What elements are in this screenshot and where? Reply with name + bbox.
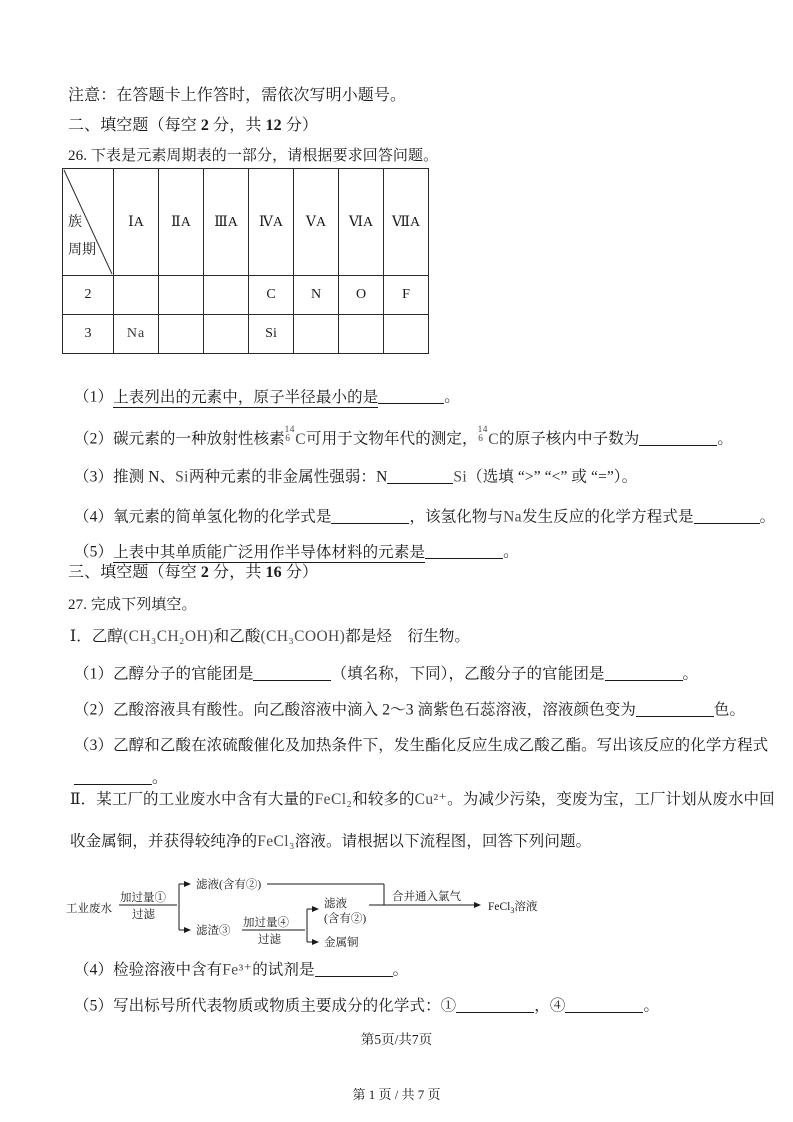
section-three-heading-prefix: 三、填空题（每空 <box>68 564 201 581</box>
q27-item-5-text-a: 写出标号所代表物质或物质主要成分的化学式：① <box>113 997 457 1015</box>
corner-group-label: 族 <box>68 215 82 230</box>
q26-item-1 <box>74 388 460 407</box>
cell-p2-5a: N <box>294 276 339 315</box>
process-flow-diagram <box>62 872 562 950</box>
group-header-6a: ⅥA <box>339 169 384 276</box>
q27-item-4-blank[interactable] <box>315 961 393 977</box>
cell-p2-3a <box>204 276 249 315</box>
q26-item-2 <box>74 424 734 449</box>
q27-item-5-blank-1[interactable] <box>456 997 534 1013</box>
q26-item-4 <box>74 508 775 527</box>
periodic-table <box>62 168 429 354</box>
flow-merge-label: 合并通入氯气 <box>392 891 461 903</box>
group-header-2a: ⅡA <box>159 169 204 276</box>
q26-item-4-text-d: 。 <box>759 508 776 526</box>
q26-item-4-text-c: 发生反应的化学方程式是 <box>521 508 694 526</box>
periodic-table-corner-cell <box>63 169 114 276</box>
part-one-marker: Ⅰ． <box>70 628 92 645</box>
q26-item-4-text-b: ，该氢化物与 <box>409 508 504 526</box>
q27-item-3-label: （3） <box>74 737 114 754</box>
q27-item-5-label: （5） <box>74 997 114 1015</box>
q27-item-4 <box>74 961 408 980</box>
q26-item-5-blank[interactable] <box>425 543 503 559</box>
period-label-3: 3 <box>63 315 114 354</box>
question-26-number: 26. <box>68 148 88 164</box>
flow-step2-bottom-label: 过滤 <box>258 934 281 946</box>
q27-item-3-continuation <box>74 769 168 788</box>
q26-item-5-text-a: 上表中其单质能广泛用作半导体材料的元素是 <box>113 543 426 561</box>
cell-p2-2a <box>159 276 204 315</box>
flow-branch-filtrate-label: 滤液(含有②) <box>196 879 262 891</box>
q27-item-4-label: （4） <box>74 961 114 979</box>
cell-p3-4a: Si <box>249 315 294 354</box>
cell-p3-5a <box>294 315 339 354</box>
q27-item-1-text-b: （填名称，下同），乙酸分子的官能团是 <box>331 665 605 683</box>
q27-item-4-text-c: 。 <box>392 961 409 979</box>
q26-item-3-text-a: 推测 N、 <box>113 468 176 486</box>
formula-acetic-acid: (CH₃COOH) <box>260 628 346 645</box>
group-header-3a: ⅢA <box>204 169 249 276</box>
q26-item-1-blank[interactable] <box>378 388 444 404</box>
part-one-intro <box>70 628 470 647</box>
q26-item-1-text-a: 上表列出的元素中，原子半径最小的是 <box>113 388 379 406</box>
cell-p3-7a <box>384 315 429 354</box>
section-two-total-points: 12 <box>265 117 282 134</box>
q26-item-2-label: （2） <box>74 430 114 448</box>
ion-fe3plus: Fe³⁺ <box>222 961 253 979</box>
isotope-symbol: C <box>295 430 307 448</box>
q26-item-1-text-b: 。 <box>444 388 460 406</box>
part-two-line2-a: 收金属铜，并获得较纯净的 <box>70 833 258 850</box>
isotope2-atomic-number: 6 <box>478 434 484 445</box>
q26-item-2-text-c: 的原子核内中子数为 <box>499 430 640 448</box>
q26-item-3-label: （3） <box>74 468 114 486</box>
flow-output-copper-label: 金属铜 <box>324 937 359 949</box>
formula-fecl2: FeCl₂ <box>314 791 353 808</box>
flow-branch-residue-label: 滤渣③ <box>196 925 231 937</box>
isotope-c14-first <box>284 424 307 448</box>
isotope-atomic-number: 6 <box>285 434 291 445</box>
q27-item-5-blank-2[interactable] <box>565 997 643 1013</box>
section-two-heading-prefix: 二、填空题（每空 <box>68 117 201 134</box>
q27-item-1 <box>74 665 698 684</box>
group-header-4a: ⅣA <box>249 169 294 276</box>
question-27-text: 完成下列填空。 <box>90 597 197 613</box>
document-footer: 第5页/共7页 <box>360 1032 433 1047</box>
part-one-text-a: 乙醇 <box>91 628 124 645</box>
section-three-heading-mid: 分，共 <box>209 564 266 581</box>
q26-item-3-blank[interactable] <box>387 468 453 484</box>
flow-product-label: FeCl$_3$溶液 <box>488 901 538 915</box>
flow-step1-bottom-label: 过滤 <box>132 909 155 921</box>
cell-p2-1a <box>114 276 159 315</box>
element-si-inline: Si <box>175 468 189 486</box>
q26-item-2-text-a: 碳元素的一种放射性核素 <box>113 430 285 448</box>
page-footer: 第 1 页 / 共 7 页 <box>352 1087 441 1102</box>
q27-item-4-text-a: 检验溶液中含有 <box>113 961 223 979</box>
periodic-table-row-period-3 <box>63 315 429 354</box>
section-two-heading <box>68 116 318 135</box>
part-one-text-c: 都是烃 衍生物。 <box>345 628 471 645</box>
q27-item-1-text-a: 乙醇分子的官能团是 <box>113 665 254 683</box>
flow-output-filtrate-line2: (含有②) <box>324 913 367 925</box>
section-two-heading-mid: 分，共 <box>209 117 266 134</box>
part-two-line1-c: 。为减少污染，变废为宝，工厂计划从废水中回 <box>447 791 775 808</box>
q26-item-4-blank-2[interactable] <box>694 508 760 524</box>
q26-item-1-label: （1） <box>74 388 114 406</box>
cell-p3-3a <box>204 315 249 354</box>
q27-item-2-text-a: 乙酸溶液具有酸性。向乙酸溶液中滴入 2～3 滴紫色石蕊溶液，溶液颜色变为 <box>113 701 636 719</box>
isotope2-mass-number: 14 <box>477 424 488 435</box>
element-si-inline-2: Si <box>453 468 468 486</box>
cell-p3-6a <box>339 315 384 354</box>
q27-item-3-blank[interactable] <box>74 769 152 785</box>
isotope-mass-number: 14 <box>284 424 295 435</box>
formula-fecl3: FeCl₃ <box>257 833 295 850</box>
q27-item-3 <box>74 737 768 756</box>
part-two-line-1 <box>70 791 775 810</box>
q26-item-4-label: （4） <box>74 508 114 526</box>
part-two-line2-b: 溶液。请根据以下流程图，回答下列问题。 <box>294 833 592 850</box>
q27-item-5-text-c: 。 <box>643 997 660 1015</box>
question-27-number: 27. <box>68 597 88 613</box>
section-two-points-per-blank: 2 <box>200 117 210 134</box>
q27-item-5-text-b: ，④ <box>534 997 566 1015</box>
q26-item-4-blank-1[interactable] <box>331 508 409 524</box>
cell-p3-2a <box>159 315 204 354</box>
formula-ethanol: (CH₃CH₂OH) <box>123 628 214 645</box>
q26-item-2-blank[interactable] <box>639 430 717 446</box>
q26-item-2-text-b: 可用于文物年代的测定， <box>306 430 478 448</box>
notice-text: 注意：在答题卡上作答时，需依次写明小题号。 <box>68 87 407 104</box>
flow-output-filtrate-line1: 滤液 <box>324 898 347 910</box>
q27-item-2-text-b: 色。 <box>713 701 746 719</box>
flow-input-label: 工业废水 <box>66 903 112 915</box>
cell-p2-4a: C <box>249 276 294 315</box>
q26-item-2-text-d: 。 <box>717 430 734 448</box>
part-two-marker: Ⅱ． <box>70 791 97 808</box>
q26-item-5-text-b: 。 <box>503 543 519 561</box>
corner-period-label: 周期 <box>68 243 96 258</box>
q27-item-2-blank[interactable] <box>636 701 714 717</box>
part-two-line1-b: 和较多的 <box>352 791 415 808</box>
flow-step2-top-label: 加过量④ <box>243 917 289 929</box>
q27-item-5 <box>74 997 659 1016</box>
q26-item-4-text-a: 氧元素的简单氢化物的化学式是 <box>113 508 332 526</box>
cell-p2-7a: F <box>384 276 429 315</box>
periodic-table-row-period-2 <box>63 276 429 315</box>
group-header-5a: ⅤA <box>294 169 339 276</box>
isotope2-symbol: C <box>488 430 499 448</box>
cell-p3-1a: Na <box>114 315 159 354</box>
q27-item-2 <box>74 701 745 720</box>
section-three-points-per-blank: 2 <box>200 564 210 581</box>
isotope-c14-second <box>477 424 499 448</box>
q26-item-3-text-c: （选填 “>” “<” 或 “=”）。 <box>467 468 638 486</box>
cell-p2-6a: O <box>339 276 384 315</box>
q27-item-1-text-c: 。 <box>682 665 699 683</box>
q27-item-1-blank-2[interactable] <box>605 665 683 681</box>
question-26-stem <box>68 147 438 165</box>
periodic-table-header-row <box>63 169 429 276</box>
part-one-text-b: 和乙酸 <box>213 628 261 645</box>
q27-item-2-label: （2） <box>74 701 114 719</box>
period-label-2: 2 <box>63 276 114 315</box>
section-three-total-points: 16 <box>265 564 282 581</box>
element-na-inline: Na <box>503 508 522 526</box>
section-two-heading-suffix: 分） <box>281 117 319 134</box>
q26-item-5 <box>74 543 519 562</box>
q26-item-3 <box>74 468 637 487</box>
flow-step1-top-label: 加过量① <box>120 892 166 904</box>
q27-item-3-text-a: 乙醇和乙酸在浓硫酸催化及加热条件下，发生酯化反应生成乙酸乙酯。写出该反应的化学方程式 <box>113 737 769 754</box>
part-two-line-2 <box>70 833 591 852</box>
section-three-heading-suffix: 分） <box>281 564 319 581</box>
q27-item-1-label: （1） <box>74 665 114 683</box>
group-header-1a: ⅠA <box>114 169 159 276</box>
section-three-heading <box>68 563 318 582</box>
question-26-text: 下表是元素周期表的一部分，请根据要求回答问题。 <box>90 148 439 164</box>
ion-cu2plus: Cu²⁺ <box>414 791 448 808</box>
part-two-line1-a: 某工厂的工业废水中含有大量的 <box>96 791 315 808</box>
q27-item-3-text-b: 。 <box>152 769 168 787</box>
q26-item-5-label: （5） <box>74 543 114 561</box>
question-27-stem <box>68 596 197 614</box>
q27-item-4-text-b: 的试剂是 <box>252 961 315 979</box>
group-header-7a: ⅦA <box>384 169 429 276</box>
q26-item-3-text-b: 两种元素的非金属性强弱：N <box>188 468 388 486</box>
q27-item-1-blank-1[interactable] <box>253 665 331 681</box>
